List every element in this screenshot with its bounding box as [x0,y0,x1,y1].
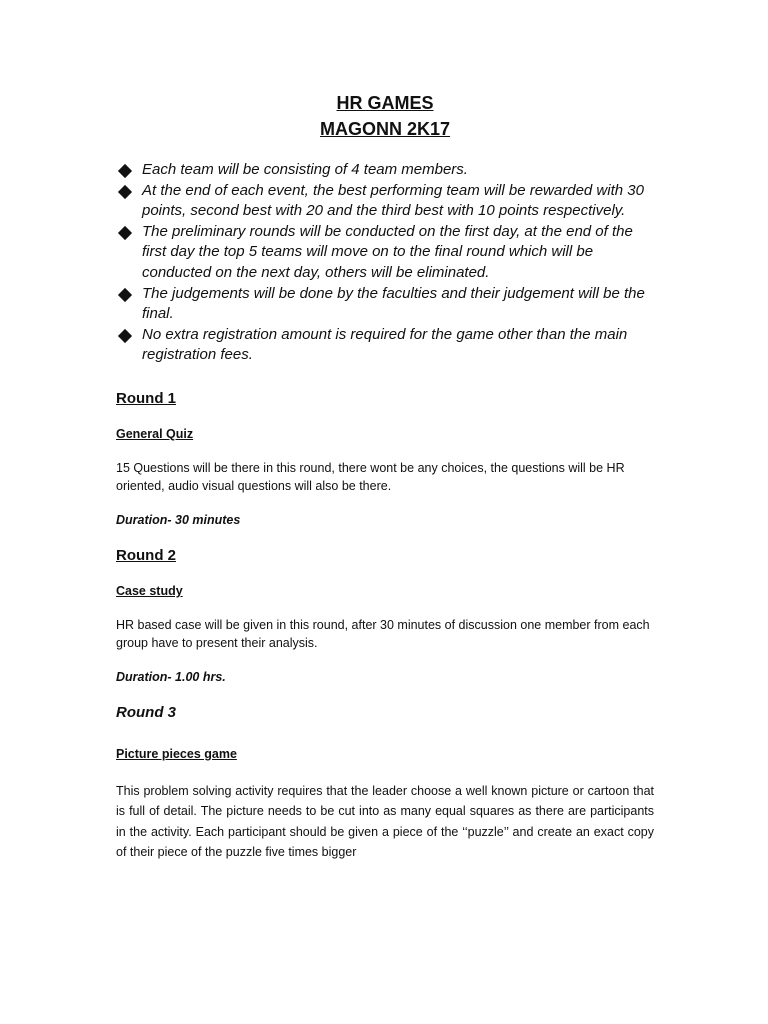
diamond-bullet-icon [118,287,132,301]
diamond-bullet-icon [118,164,132,178]
round-2-heading: Round 2 [116,546,176,564]
rule-item [116,181,654,222]
round-1-description: 15 Questions will be there in this round, there wont be any choices, the questions will be HR oriented, audio visual questions will also be there. [116,460,625,493]
diamond-bullet-icon [118,226,132,240]
round-2-subheading: Case study [116,583,183,598]
rule-text: The preliminary rounds will be conducted on the first day, at the end of the first day the top 5 teams will move on to the final round which will be conducted on the next day, others will be eliminated. [142,222,633,281]
round-3-heading: Round 3 [116,703,176,721]
rule-text: No extra registration amount is required for the game other than the main registration fees. [142,325,628,364]
rule-item [116,284,654,325]
round-3-subheading: Picture pieces game [116,746,237,761]
round-1-heading: Round 1 [116,389,176,407]
round-2-description: HR based case will be given in this round, after 30 minutes of discussion one member from each group have to present their analysis. [116,617,650,650]
rule-item [116,325,654,366]
rule-text: Each team will be consisting of 4 team members. [142,161,468,178]
title-line-2: MAGONN 2K17 [319,119,451,139]
rule-text: The judgements will be done by the faculties and their judgement will be the final. [142,284,645,323]
diamond-bullet-icon [118,329,132,343]
rules-list [116,160,654,366]
round-1-duration: Duration- 30 minutes [116,512,241,527]
diamond-bullet-icon [118,185,132,199]
round-3-description: This problem solving activity requires that the leader choose a well known picture or cartoon that is full of detail. The picture needs to be cut into as many equal squares as there are participants in the activity. Each participant should be given a piece of the ‘‘puzzle’’ and create an exact copy of their piece of the puzzle five times bigger [116,783,654,860]
title-line-1: HR GAMES [336,93,434,113]
rule-text: At the end of each event, the best performing team will be rewarded with 30 points, second best with 20 and the third best with 10 points respectively. [142,181,644,220]
title-block [116,0,654,142]
round-2-duration: Duration- 1.00 hrs. [116,669,226,684]
rule-item [116,160,654,181]
round-1-subheading: General Quiz [116,426,194,441]
rule-item [116,222,654,284]
